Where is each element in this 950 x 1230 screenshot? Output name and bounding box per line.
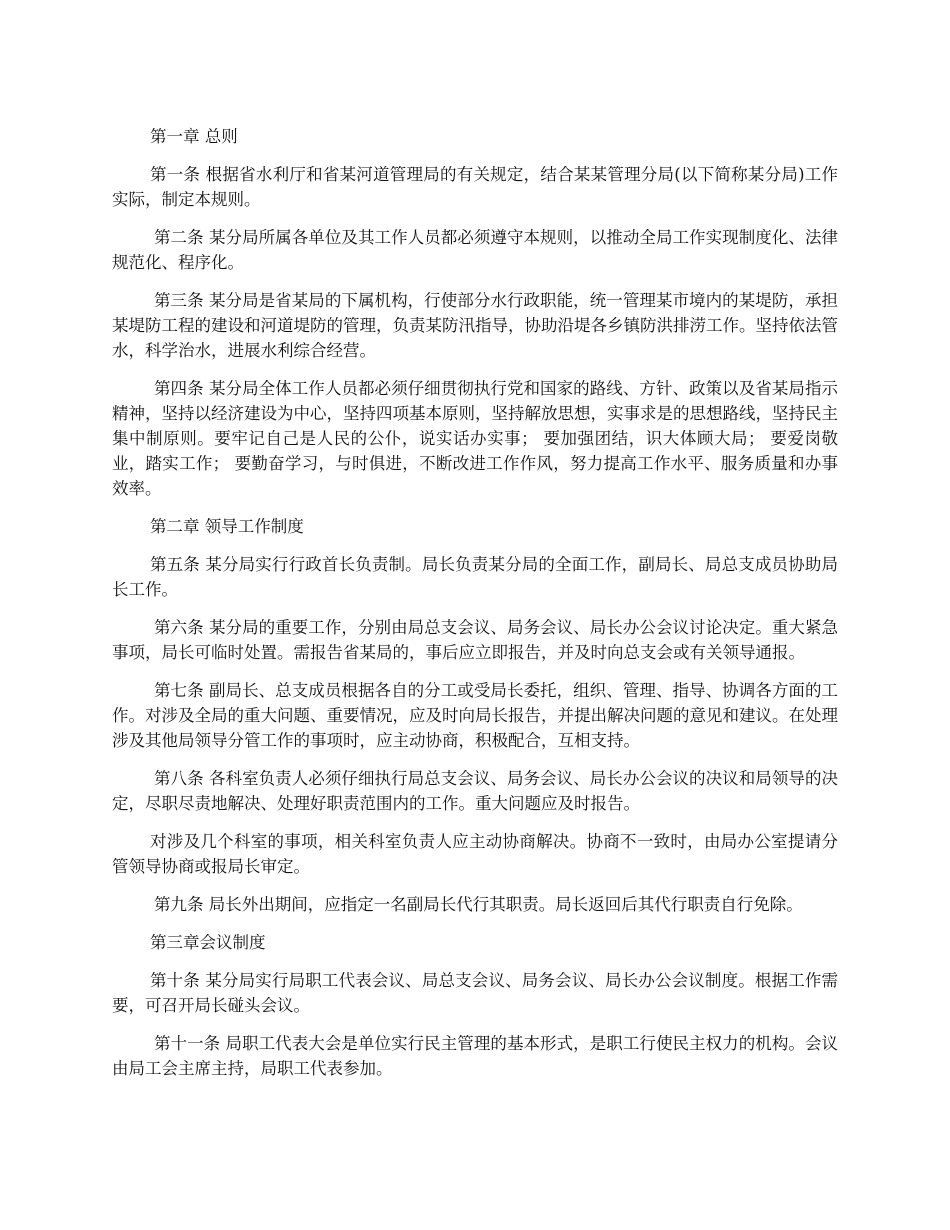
article-4: 第四条 某分局全体工作人员都必须仔细贯彻执行党和国家的路线、方针、政策以及省某局指示精神，坚持以经济建设为中心，坚持四项基本原则，坚持解放思想，实事求是的思想路线，坚持民主集中制原则。要牢记自己是人民的公仆，说实话办实事； 要加强团结，识大体顾大局； 要爱岗敬业，踏实工作； 要勤奋学习，与时俱进，不断改进工作作风，努力提高工作水平、服务质量和办事效率。 bbox=[112, 379, 838, 498]
article-10: 第十条 某分局实行局职工代表会议、局总支会议、局务会议、局长办公会议制度。根据工作需要，可召开局长碰头会议。 bbox=[112, 971, 838, 1015]
document-page bbox=[112, 124, 838, 1094]
article-1: 第一条 根据省水利厅和省某河道管理局的有关规定，结合某某管理分局(以下简称某分局)工作实际，制定本规则。 bbox=[112, 165, 838, 209]
article-6: 第六条 某分局的重要工作，分别由局总支会议、局务会议、局长办公会议讨论决定。重大紧急事项，局长可临时处置。需报告省某局的，事后应立即报告，并及时向总支会或有关领导通报。 bbox=[112, 618, 838, 662]
article-9: 第九条 局长外出期间，应指定一名副局长代行其职责。局长返回后其代行职责自行免除。 bbox=[154, 895, 803, 914]
article-2: 第二条 某分局所属各单位及其工作人员都必须遵守本规则，以推动全局工作实现制度化、法律规范化、程序化。 bbox=[112, 228, 838, 272]
article-8: 第八条 各科室负责人必须仔细执行局总支会议、局务会议、局长办公会议的决议和局领导的决定，尽职尽责地解决、处理好职责范围内的工作。重大问题应及时报告。 bbox=[112, 769, 838, 813]
chapter-heading-1: 第一章 总则 bbox=[150, 127, 238, 146]
article-11: 第十一条 局职工代表大会是单位实行民主管理的基本形式，是职工行使民主权力的机构。会议由局工会主席主持，局职工代表参加。 bbox=[112, 1034, 838, 1078]
article-5: 第五条 某分局实行行政首长负责制。局长负责某分局的全面工作，副局长、局总支成员协助局长工作。 bbox=[112, 555, 838, 599]
article-7: 第七条 副局长、总支成员根据各自的分工或受局长委托，组织、管理、指导、协调各方面的工作。对涉及全局的重大问题、重要情况，应及时向局长报告，并提出解决问题的意见和建议。在处理涉及其他局领导分管工作的事项时，应主动协商，积极配合，互相支持。 bbox=[112, 681, 838, 750]
chapter-heading-2: 第二章 领导工作制度 bbox=[150, 517, 304, 536]
article-8-paragraph-2: 对涉及几个科室的事项，相关科室负责人应主动协商解决。协商不一致时，由局办公室提请分管领导协商或报局长审定。 bbox=[112, 832, 838, 876]
chapter-heading-3: 第三章会议制度 bbox=[150, 933, 266, 952]
article-3: 第三条 某分局是省某局的下属机构，行使部分水行政职能，统一管理某市境内的某堤防，承担某堤防工程的建设和河道堤防的管理，负责某防汛指导，协助沿堤各乡镇防洪排涝工作。坚持依法管水，科学治水，进展水利综合经营。 bbox=[112, 291, 838, 360]
